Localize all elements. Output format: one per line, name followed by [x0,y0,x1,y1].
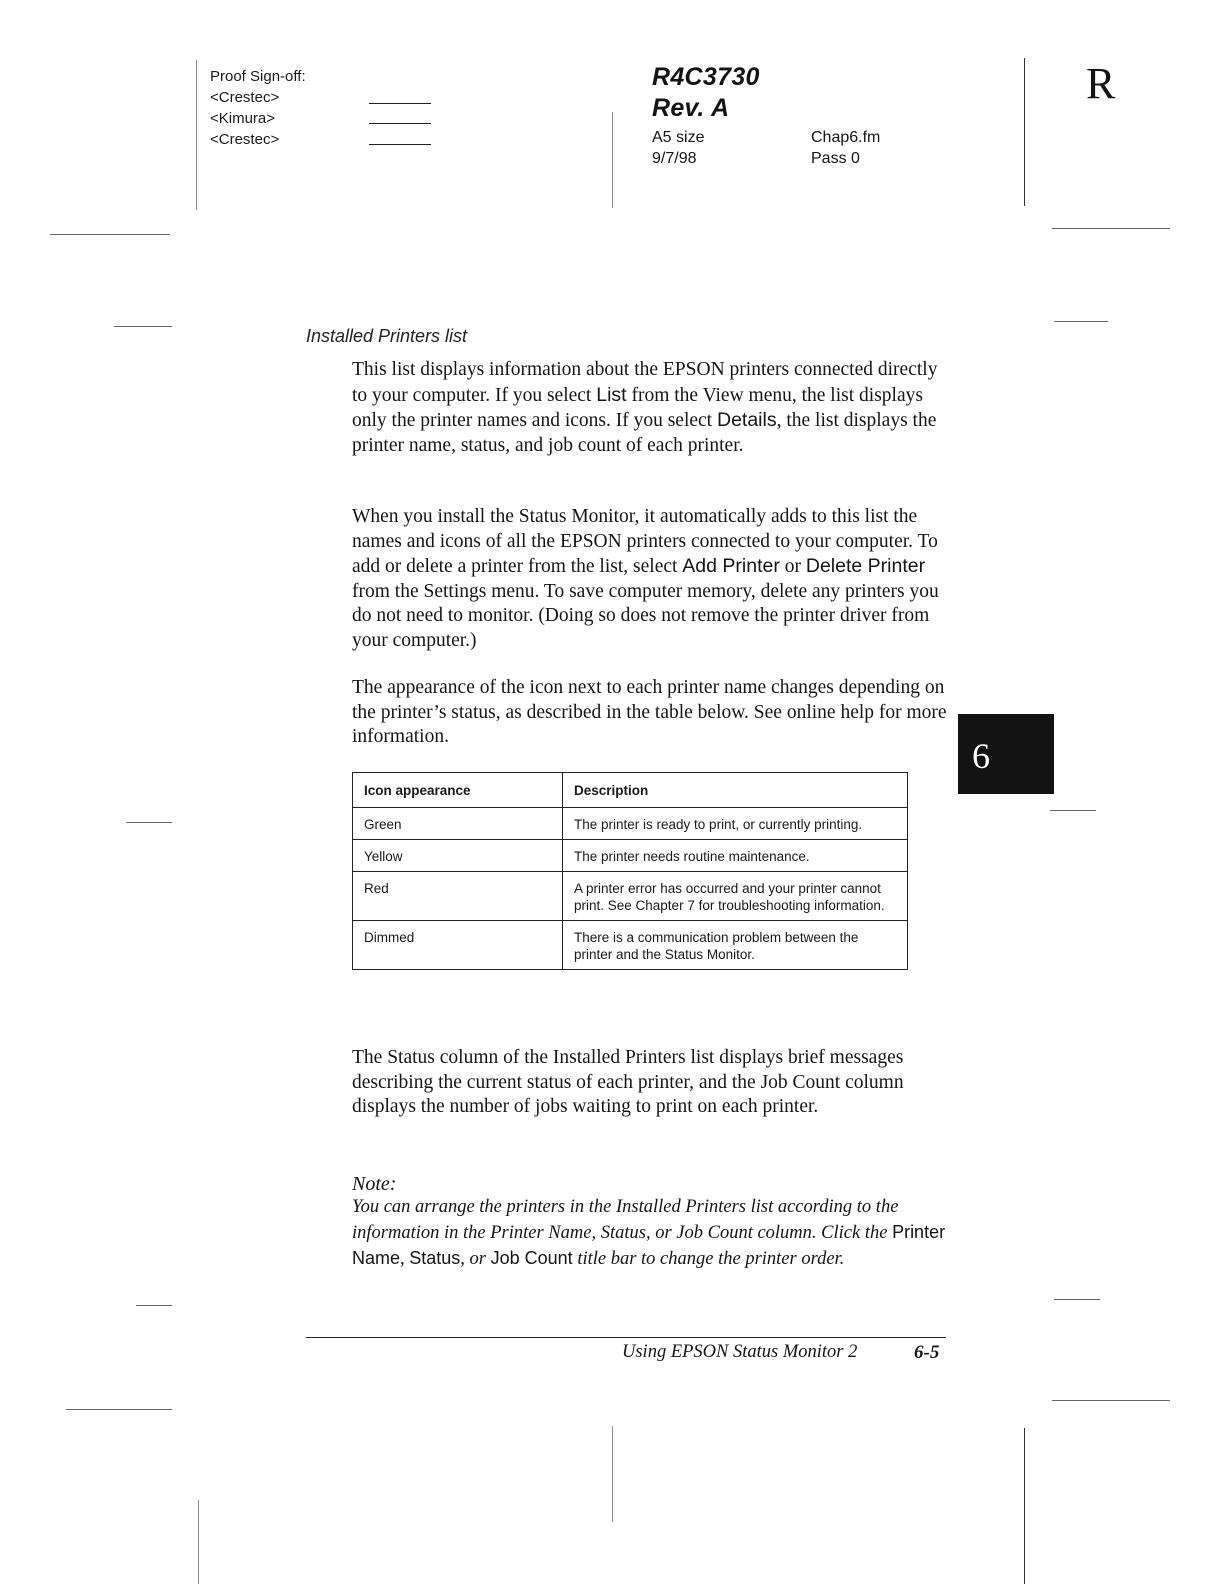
table-header: Description [563,773,908,808]
ui-term-details: Details [716,409,777,431]
margin-mark [1052,1400,1170,1401]
ui-term-delete-printer: Delete Printer [805,555,926,577]
crop-mark-left-top [196,60,197,210]
table-cell-description: The printer is ready to print, or currently printing. [563,808,908,840]
note-text: You can arrange the printers in the Installed Printers list according to the information in the Printer Name, Status, or Job Count column. Click the Printer Name, Status, or Job Count title bar to change the printer order. [352,1197,946,1269]
margin-mark [126,822,172,823]
table-cell-icon: Dimmed [353,921,563,970]
table-header: Icon appearance [353,773,563,808]
ui-term-job-count: Job Count [490,1248,573,1268]
section-heading: Installed Printers list [306,326,468,346]
table-cell-description: A printer error has occurred and your printer cannot print. See Chapter 7 for troubleshooting information. [563,872,908,921]
crop-mark-center-bottom [612,1426,613,1522]
margin-mark [1052,228,1170,229]
margin-mark [1054,1299,1100,1300]
footer-rule [306,1337,946,1338]
ui-term-add-printer: Add Printer [682,555,780,577]
table-cell-icon: Green [353,808,563,840]
icon-appearance-table [352,772,908,970]
table-row [353,840,908,872]
signature-line [369,123,431,124]
table-row [353,872,908,921]
signature-line [369,144,431,145]
chapter-number: 6 [972,736,990,776]
proof-signoff-name: <Kimura> [210,110,276,127]
margin-mark [66,1409,172,1410]
margin-mark [114,326,172,327]
ui-term-list: List [596,383,627,406]
doc-code: R4C3730 [652,63,760,91]
crop-mark-right-top [1024,58,1025,206]
note-title: Note: [352,1173,397,1195]
paragraph-1: This list displays information about the EPSON printers connected directly to your computer. If you select List from the View menu, the list displays only the printer names and icons. If you select Details, the list displays the printer name, status, and job count of each printer. [352,359,938,456]
side-mark: R [1086,59,1116,108]
crop-mark-right-bottom [1024,1428,1025,1584]
proof-signoff-name: <Crestec> [210,89,280,106]
chapter-tab [958,714,1054,794]
margin-mark [50,234,170,235]
file-name: Chap6.fm [811,129,881,146]
table-cell-description: The printer needs routine maintenance. [563,840,908,872]
page-number: 6-5 [914,1342,940,1363]
table-cell-description: There is a communication problem between the printer and the Status Monitor. [563,921,908,970]
paragraph-3: The appearance of the icon next to each printer name changes depending on the printer’s status, as described in the table below. See online help for more information. [352,677,947,747]
table-row [353,921,908,970]
signature-line [369,103,431,104]
footer-title: Using EPSON Status Monitor 2 [622,1342,858,1362]
margin-mark [136,1305,172,1306]
revision: Rev. A [652,94,730,122]
crop-mark-left-bottom [198,1500,199,1584]
ui-term-printer-name: Printer Name [352,1222,946,1268]
ui-term-status: Status [409,1248,461,1268]
margin-mark [1050,810,1096,811]
proof-signoff [210,66,306,150]
date: 9/7/98 [652,150,697,167]
table-row [353,808,908,840]
paragraph-4: The Status column of the Installed Printers list displays brief messages describing the current status of each printer, and the Job Count column displays the number of jobs waiting to print on each printer. [352,1047,904,1117]
pass-number: Pass 0 [811,150,860,167]
table-cell-icon: Yellow [353,840,563,872]
proof-signoff-label: Proof Sign-off: [210,68,306,85]
page-size: A5 size [652,129,705,146]
paragraph-2: When you install the Status Monitor, it automatically adds to this list the names and icons of all the EPSON printers connected to your computer. To add or delete a printer from the list, select Add Printer or Delete Printer from the Settings menu. To save computer memory, delete any printers you do not need to monitor. (Doing so does not remove the printer driver from your computer.) [352,506,939,651]
table-header-row [353,773,908,808]
crop-mark-center-top [612,112,613,208]
table-cell-icon: Red [353,872,563,921]
proof-signoff-name: <Crestec> [210,131,280,148]
margin-mark [1054,321,1108,322]
